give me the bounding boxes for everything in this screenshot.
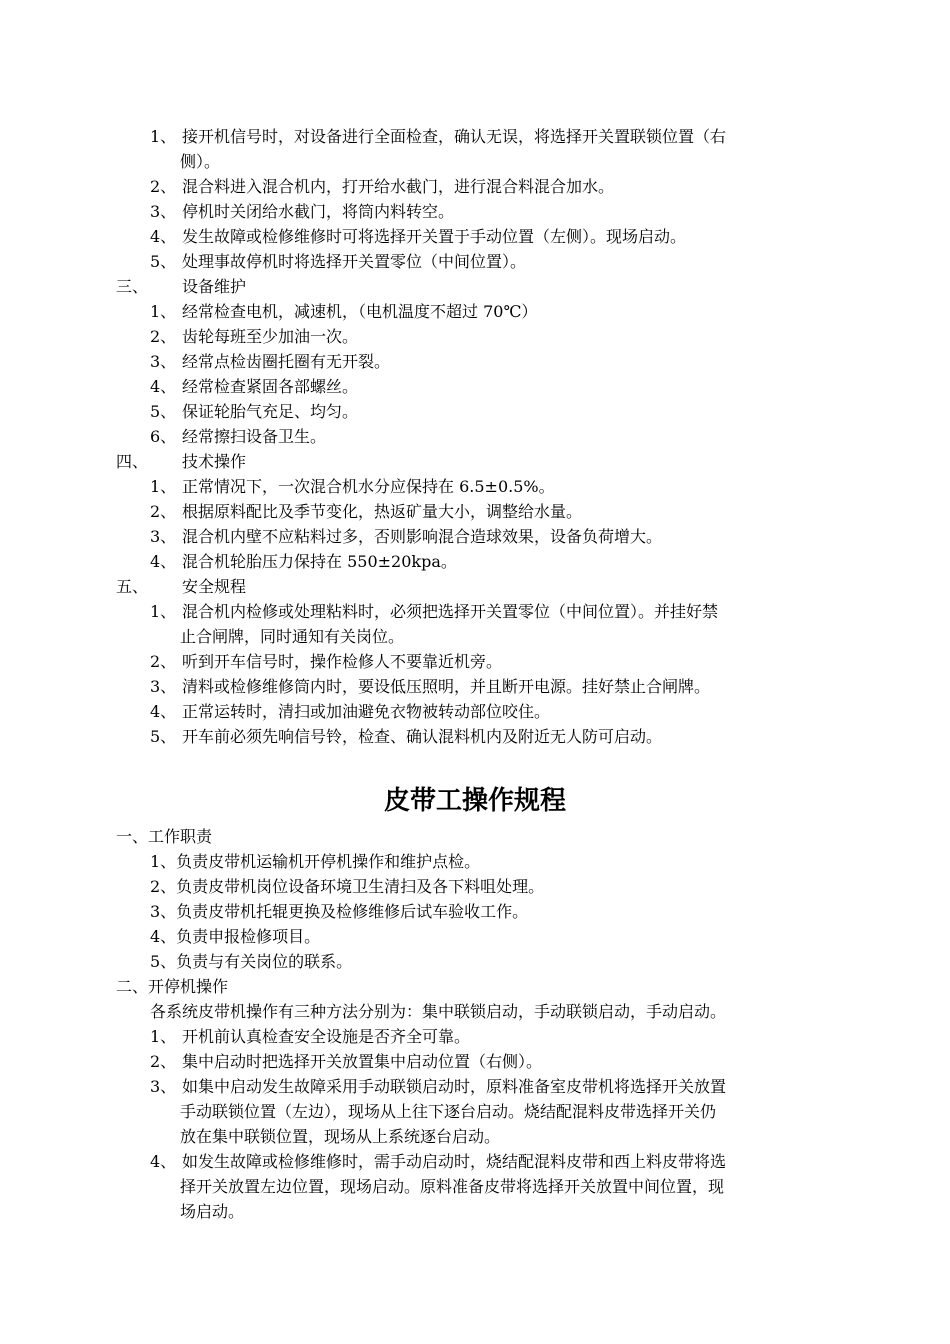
item-text: 择开关放置左边位置，现场启动。原料准备皮带将选择开关放置中间位置，现 <box>180 1177 725 1196</box>
item-text: 混合机内检修或处理粘料时，必须把选择开关置零位（中间位置）。并挂好禁 <box>182 602 719 621</box>
item-text: 根据原料配比及季节变化，热返矿量大小，调整给水量。 <box>182 502 583 521</box>
item-text: 停机时关闭给水截门，将筒内料转空。 <box>182 202 455 221</box>
item-text: 1、负责皮带机运输机开停机操作和维护点检。 <box>150 852 481 871</box>
section-title: 二、开停机操作 <box>116 977 229 996</box>
item-number: 4、 <box>150 1152 177 1171</box>
item-text: 手动联锁位置（左边），现场从上往下逐台启动。烧结配混料皮带选择开关仍 <box>180 1102 717 1121</box>
section-number: 四、 <box>116 452 149 471</box>
item-number: 3、 <box>150 352 177 371</box>
item-text: 5、负责与有关岗位的联系。 <box>150 952 353 971</box>
item-text: 正常运转时，清扫或加油避免衣物被转动部位咬住。 <box>182 702 551 721</box>
item-text: 发生故障或检修维修时可将选择开关置于手动位置（左侧）。现场启动。 <box>182 227 687 246</box>
item-text: 集中启动时把选择开关放置集中启动位置（右侧）。 <box>182 1052 543 1071</box>
item-number: 2、 <box>150 502 177 521</box>
item-text: 混合机内壁不应粘料过多，否则影响混合造球效果，设备负荷增大。 <box>182 527 663 546</box>
item-text: 开车前必须先响信号铃，检查、确认混料机内及附近无人防可启动。 <box>182 727 663 746</box>
item-number: 6、 <box>150 427 177 446</box>
item-number: 1、 <box>150 302 177 321</box>
item-text: 经常检查电机，减速机，（电机温度不超过 70℃） <box>182 302 538 321</box>
item-text: 齿轮每班至少加油一次。 <box>182 327 359 346</box>
item-number: 4、 <box>150 552 177 571</box>
item-text: 2、负责皮带机岗位设备环境卫生清扫及各下料咀处理。 <box>150 877 545 896</box>
item-number: 1、 <box>150 602 177 621</box>
item-number: 3、 <box>150 202 177 221</box>
section-title: 安全规程 <box>182 577 247 596</box>
item-number: 2、 <box>150 177 177 196</box>
item-text: 处理事故停机时将选择开关置零位（中间位置）。 <box>182 252 527 271</box>
item-text: 经常擦扫设备卫生。 <box>182 427 327 446</box>
item-number: 2、 <box>150 652 177 671</box>
item-text: 清料或检修维修筒内时，要设低压照明，并且断开电源。挂好禁止合闸牌。 <box>182 677 711 696</box>
item-number: 1、 <box>150 127 177 146</box>
item-number: 1、 <box>150 477 177 496</box>
item-text: 3、负责皮带机托辊更换及检修维修后试车验收工作。 <box>150 902 529 921</box>
item-text: 接开机信号时，对设备进行全面检查，确认无误，将选择开关置联锁位置（右 <box>182 127 727 146</box>
paragraph-text: 各系统皮带机操作有三种方法分别为：集中联锁启动，手动联锁启动，手动启动。 <box>150 1002 727 1021</box>
item-text: 混合料进入混合机内，打开给水截门，进行混合料混合加水。 <box>182 177 615 196</box>
item-number: 4、 <box>150 227 177 246</box>
item-text: 场启动。 <box>180 1202 245 1221</box>
item-number: 2、 <box>150 327 177 346</box>
section-number: 五、 <box>116 577 149 596</box>
item-number: 3、 <box>150 1077 177 1096</box>
section-title: 设备维护 <box>182 277 247 296</box>
item-number: 4、 <box>150 702 177 721</box>
item-text: 正常情况下，一次混合机水分应保持在 6.5±0.5%。 <box>182 477 555 496</box>
item-text: 听到开车信号时，操作检修人不要靠近机旁。 <box>182 652 503 671</box>
item-text: 放在集中联锁位置，现场从上系统逐台启动。 <box>180 1127 501 1146</box>
item-text: 如发生故障或检修维修时，需手动启动时，烧结配混料皮带和西上料皮带将选 <box>182 1152 727 1171</box>
section-title: 技术操作 <box>182 452 247 471</box>
item-text: 4、负责申报检修项目。 <box>150 927 321 946</box>
document-title: 皮带工操作规程 <box>383 786 566 816</box>
item-text: 保证轮胎气充足、均匀。 <box>182 402 359 421</box>
item-number: 1、 <box>150 1027 177 1046</box>
item-number: 2、 <box>150 1052 177 1071</box>
item-text: 止合闸牌，同时通知有关岗位。 <box>180 627 405 646</box>
item-text: 经常检查紧固各部螺丝。 <box>182 377 359 396</box>
item-number: 3、 <box>150 677 177 696</box>
item-text: 侧）。 <box>180 152 221 171</box>
section-title: 一、工作职责 <box>116 827 213 846</box>
item-number: 5、 <box>150 727 177 746</box>
item-number: 3、 <box>150 527 177 546</box>
item-text: 经常点检齿圈托圈有无开裂。 <box>182 352 391 371</box>
item-number: 4、 <box>150 377 177 396</box>
item-number: 5、 <box>150 252 177 271</box>
item-text: 混合机轮胎压力保持在 550±20kpa。 <box>182 552 457 571</box>
item-text: 开机前认真检查安全设施是否齐全可靠。 <box>182 1027 471 1046</box>
item-text: 如集中启动发生故障采用手动联锁启动时，原料准备室皮带机将选择开关放置 <box>182 1077 727 1096</box>
section-number: 三、 <box>116 277 149 296</box>
item-number: 5、 <box>150 402 177 421</box>
